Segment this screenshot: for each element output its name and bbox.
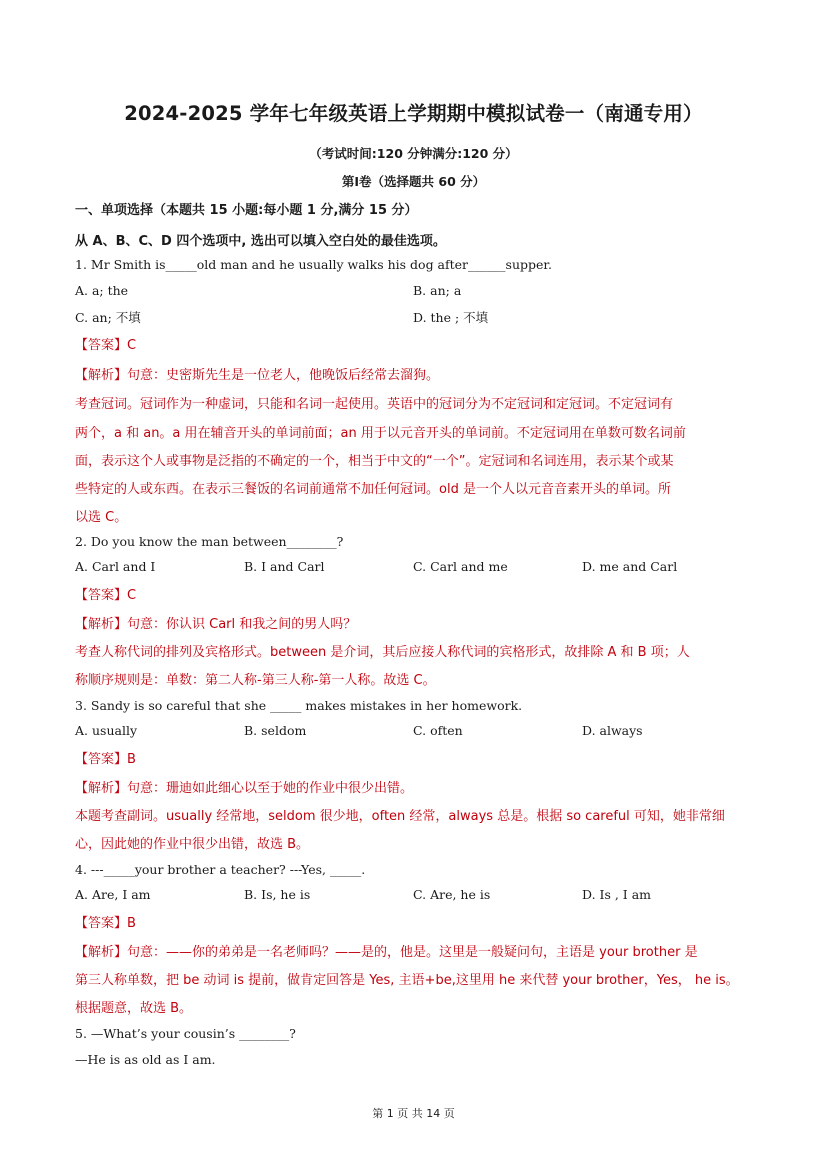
question-5-stem: 5. —What’s your cousin’s ________? — [75, 1026, 296, 1041]
q2-option-b: B. I and Carl — [244, 559, 325, 574]
q2-analysis-line: 考查人称代词的排列及宾格形式。between 是介词，其后应接人称代词的宾格形式，故排除 A 和 B 项；人 — [75, 645, 690, 660]
q1-analysis-line: 考查冠词。冠词作为一种虚词，只能和名词一起使用。英语中的冠词分为不定冠词和定冠词。不定冠词有 — [75, 397, 674, 412]
q2-option-a: A. Carl and I — [75, 559, 156, 574]
q4-option-d: D. Is , I am — [582, 887, 652, 902]
q3-option-a: A. usually — [75, 723, 137, 738]
q1-option-a: A. a; the — [75, 283, 129, 298]
question-5-dialogue: —He is as old as I am. — [75, 1052, 216, 1067]
q4-analysis-line: 【解析】句意：——你的弟弟是一名老师吗？——是的，他是。这里是一般疑问句，主语是 your brother 是 — [75, 945, 698, 960]
q1-answer: 【答案】C — [75, 338, 137, 353]
q3-analysis-line: 本题考查副词。usually 经常地，seldom 很少地，often 经常，always 总是。根据 so careful 可知，她非常细 — [75, 809, 725, 824]
q1-option-d: D. the ; 不填 — [413, 310, 489, 325]
q3-analysis-line: 心，因此她的作业中很少出错，故选 B。 — [75, 837, 310, 852]
page-title: 2024-2025 学年七年级英语上学期期中模拟试卷一（南通专用） — [124, 102, 703, 125]
exam-info: （考试时间:120 分钟满分:120 分） — [309, 146, 518, 161]
q2-option-d: D. me and Carl — [582, 559, 678, 574]
q3-option-b: B. seldom — [244, 723, 307, 738]
q2-option-c: C. Carl and me — [413, 559, 508, 574]
section-instruction: 从 A、B、C、D 四个选项中, 选出可以填入空白处的最佳选项。 — [75, 234, 446, 249]
q1-analysis-line: 些特定的人或东西。在表示三餐饭的名词前通常不加任何冠词。old 是一个人以元音音素开头的单词。所 — [75, 482, 671, 497]
q4-analysis-line: 第三人称单数，把 be 动词 is 提前，做肯定回答是 Yes, 主语+be,这里用 he 来代替 your brother，Yes， he is。 — [75, 973, 739, 988]
q3-option-c: C. often — [413, 723, 463, 738]
q1-analysis-line: 以选 C。 — [75, 510, 128, 525]
q1-analysis-line: 面，表示这个人或事物是泛指的不确定的一个，相当于中文的“一个”。定冠词和名词连用，表示某个或某 — [75, 454, 674, 469]
q4-option-b: B. Is, he is — [244, 887, 311, 902]
q4-option-a: A. Are, I am — [75, 887, 151, 902]
q2-answer: 【答案】C — [75, 588, 137, 603]
question-2-stem: 2. Do you know the man between________? — [75, 534, 344, 549]
q2-analysis-line: 【解析】句意：你认识 Carl 和我之间的男人吗？ — [75, 617, 357, 632]
q1-analysis-line: 两个，a 和 an。a 用在辅音开头的单词前面；an 用于以元音开头的单词前。不定冠词用在单数可数名词前 — [75, 426, 686, 441]
q4-analysis-line: 根据题意，故选 B。 — [75, 1001, 193, 1016]
q1-option-c: C. an; 不填 — [75, 310, 141, 325]
q1-analysis-line: 【解析】句意：史密斯先生是一位老人，他晚饭后经常去溜狗。 — [75, 368, 440, 383]
question-3-stem: 3. Sandy is so careful that she _____ makes mistakes in her homework. — [75, 698, 523, 713]
page-footer: 第 1 页 共 14 页 — [372, 1107, 455, 1120]
section-heading: 一、单项选择（本题共 15 小题:每小题 1 分,满分 15 分） — [75, 203, 418, 218]
part-heading: 第Ⅰ卷（选择题共 60 分） — [341, 174, 486, 189]
question-1-stem: 1. Mr Smith is_____old man and he usually walks his dog after______supper. — [75, 257, 552, 272]
q3-answer: 【答案】B — [75, 752, 136, 767]
q1-option-b: B. an; a — [413, 283, 462, 298]
q4-answer: 【答案】B — [75, 916, 136, 931]
q2-analysis-line: 称顺序规则是：单数：第二人称-第三人称-第一人称。故选 C。 — [75, 673, 436, 688]
q3-analysis-line: 【解析】句意：珊迪如此细心以至于她的作业中很少出错。 — [75, 781, 414, 796]
q3-option-d: D. always — [582, 723, 643, 738]
question-4-stem: 4. ---_____your brother a teacher? ---Yes, _____. — [75, 862, 366, 877]
q4-option-c: C. Are, he is — [413, 887, 491, 902]
